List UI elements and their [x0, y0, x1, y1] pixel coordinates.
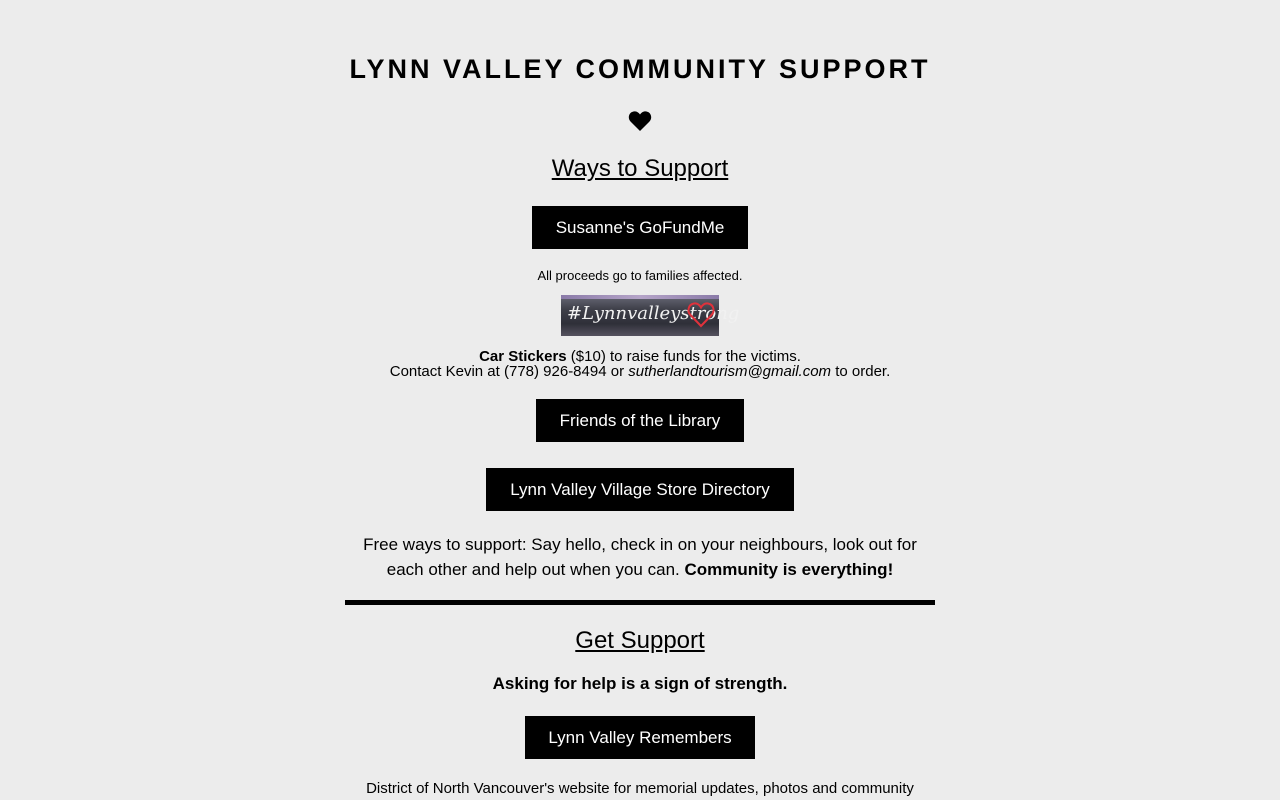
- car-stickers-bold: Car Stickers: [479, 348, 567, 365]
- contact-suffix: to order.: [831, 363, 891, 380]
- district-website-text: District of North Vancouver's website for memorial updates, photos and community: [366, 780, 914, 797]
- store-directory-button[interactable]: Lynn Valley Village Store Directory: [486, 468, 794, 511]
- contact-email: sutherlandtourism@gmail.com: [628, 363, 832, 380]
- gofundme-button[interactable]: Susanne's GoFundMe: [532, 206, 748, 249]
- lynn-valley-remembers-button[interactable]: Lynn Valley Remembers: [525, 716, 755, 759]
- site-title: LYNN VALLEY COMMUNITY SUPPORT: [349, 54, 931, 84]
- free-ways-body: Free ways to support: Say hello, check in on your neighbours, look out for each other and help out when you can.: [363, 535, 917, 579]
- car-stickers-info: [0, 349, 1280, 379]
- friends-of-library-button[interactable]: Friends of the Library: [536, 399, 744, 442]
- proceeds-note: All proceeds go to families affected.: [537, 268, 743, 283]
- contact-prefix: Contact Kevin at (778) 926-8494 or: [389, 363, 629, 380]
- free-ways-bold: Community is everything!: [684, 560, 894, 579]
- sticker-stripe: [561, 295, 719, 299]
- sticker-text: #Lynnvalleystrong: [567, 303, 740, 324]
- lynnvalleystrong-sticker-image: [561, 295, 740, 336]
- sticker-heart-icon: [687, 301, 715, 329]
- ways-to-support-heading: Ways to Support: [551, 155, 729, 182]
- car-stickers-price: ($10) to raise funds for the victims.: [566, 348, 801, 365]
- get-support-heading: Get Support: [575, 627, 705, 654]
- section-divider: [345, 600, 935, 605]
- strength-tagline: Asking for help is a sign of strength.: [492, 674, 788, 693]
- car-stickers-line-1: [0, 349, 1280, 364]
- free-ways-text: [345, 532, 935, 582]
- car-stickers-line-2: [0, 364, 1280, 379]
- heart-icon: [628, 110, 652, 132]
